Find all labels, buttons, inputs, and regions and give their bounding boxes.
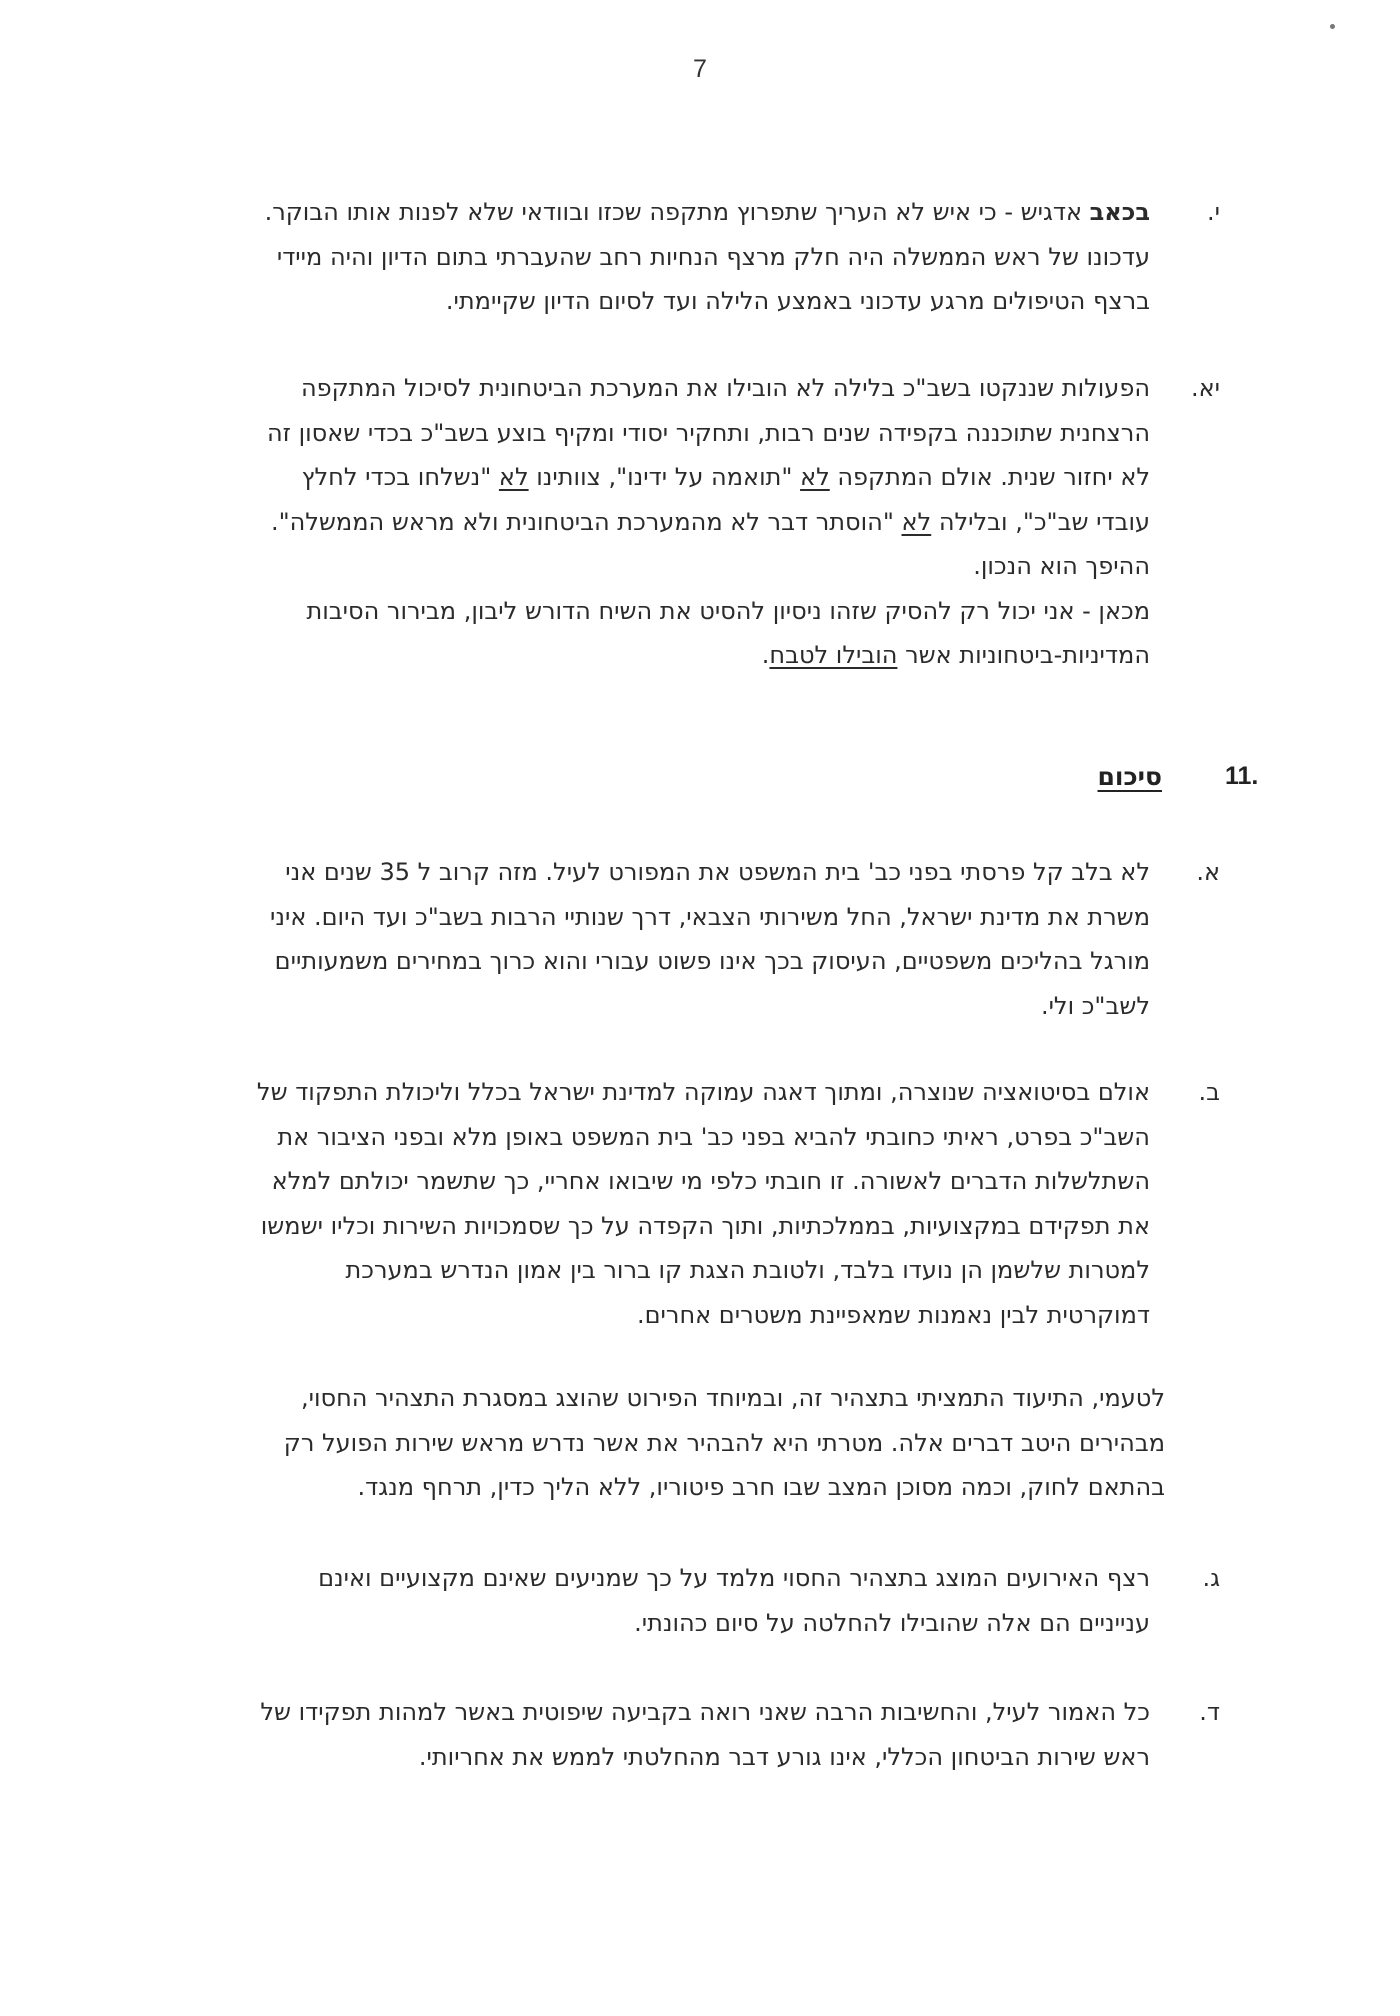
paragraph-line: מבהירים היטב דברים אלה. מטרתי היא להבהיר את אשר נדרש מראש שירות הפועל רק — [283, 1428, 1165, 1457]
clause-body — [267, 366, 1150, 678]
section-number: 11. — [1225, 762, 1259, 790]
clause-marker: ב. — [1198, 1078, 1220, 1106]
clause-line: השתלשלות הדברים לאשורה. זו חובתי כלפי מי שיבואו אחריי, כך שתשמר יכולתם למלא — [271, 1167, 1150, 1195]
clause-line: מכאן - אני יכול רק להסיק שזהו ניסיון להסיט את השיח הדורש ליבון, מבירור הסיבות — [306, 596, 1150, 625]
clause-line: דמוקרטית לבין נאמנות שמאפיינת משטרים אחרים. — [636, 1300, 1150, 1329]
underlined-word: לא — [800, 463, 830, 491]
clause-line: כל האמור לעיל, והחשיבות הרבה שאני רואה בקביעה שיפוטית באשר למהות תפקידו של — [260, 1698, 1150, 1726]
underlined-word: לא — [498, 463, 529, 491]
clause-line: הרצחנית שתוכננה בקפידה שנים רבות, ותחקיר יסודי ומקיף בוצע בשב"כ בכדי שאסון זה — [266, 418, 1150, 447]
clause-line: למטרות שלשמן הן נועדו בלבד, ולטובת הצגת קו ברור בין אמון הנדרש במערכת — [345, 1256, 1150, 1284]
clause-line: ברצף הטיפולים מרגע עדכוני באמצע הלילה ועד לסיום הדיון שקיימתי. — [445, 287, 1150, 315]
clause-line: אולם בסיטואציה שנוצרה, ומתוך דאגה עמוקה למדינת ישראל בכלל וליכולת התפקוד של — [256, 1078, 1150, 1106]
clause-body — [318, 1556, 1150, 1645]
clause-line: מורגל בהליכים משפטיים, העיסוק בכך אינו פשוט עבורי והוא כרוך במחירים משמעותיים — [274, 947, 1150, 975]
clause-body — [257, 1070, 1150, 1337]
clause-marker: י. — [1207, 198, 1220, 226]
clause-line: עדכונו של ראש הממשלה היה חלק מרצף הנחיות רחב שהעברתי בתום הדיון והיה מיידי — [276, 242, 1150, 271]
clause-line: לא בלב קל פרסתי בפני כב' בית המשפט את המפורט לעיל. מזה קרוב ל 35 שנים אני — [285, 858, 1150, 886]
clause-line: המדיניות-ביטחוניות אשר הובילו לטבח. — [761, 641, 1150, 669]
underlined-phrase: הובילו לטבח — [769, 641, 898, 669]
paragraph-line: לטעמי, התיעוד התמציתי בתצהיר זה, ובמיוחד הפירוט שהוצג במסגרת התצהיר החסוי, — [300, 1384, 1165, 1412]
clause-body — [260, 1690, 1150, 1779]
clause-body — [270, 850, 1150, 1028]
clause-line: רצף האירועים המוצג בתצהיר החסוי מלמד על כך שמניעים שאינם מקצועיים ואינם — [318, 1564, 1150, 1592]
clause-line: עובדי שב"כ", ובלילה לא "הוסתר דבר לא מהמערכת הביטחונית ולא מראש הממשלה". — [270, 507, 1150, 536]
paragraph-body — [284, 1376, 1165, 1510]
paragraph-line: בהתאם לחוק, וכמה מסוכן המצב שבו חרב פיטוריו, ללא הליך כדין, תרחף מנגד. — [357, 1473, 1165, 1501]
clause-body — [265, 190, 1150, 324]
clause-marker: ג. — [1202, 1564, 1220, 1592]
clause-line: ההיפך הוא הנכון. — [973, 552, 1150, 580]
clause-line: בכאב אדגיש - כי איש לא העריך שתפרוץ מתקפה שכזו ובוודאי שלא לפנות אותו הבוקר. — [264, 198, 1150, 226]
clause-line: משרת את מדינת ישראל, החל משירותי הצבאי, דרך שנותיי הרבות בשב"כ ועד היום. איני — [269, 902, 1150, 931]
clause-line: ראש שירות הביטחון הכללי, אינו גורע דבר מהחלטתי לממש את אחריותי. — [418, 1742, 1150, 1771]
scan-dot — [1330, 24, 1335, 29]
bold-word: בכאב — [1089, 198, 1150, 226]
clause-line: ענייניים הם אלה שהובילו להחלטה על סיום כהונתי. — [634, 1608, 1150, 1637]
clause-marker: יא. — [1190, 374, 1220, 402]
clause-line: השב"כ בפרט, ראיתי כחובתי להביא בפני כב' בית המשפט באופן מלא ובפני הציבור את — [277, 1122, 1150, 1151]
clause-marker: ד. — [1199, 1698, 1220, 1726]
clause-line: לא יחזור שנית. אולם המתקפה לא "תואמה על ידינו", צוותינו לא "נשלחו בכדי לחלץ — [301, 463, 1150, 491]
clause-marker: א. — [1196, 858, 1220, 886]
underlined-word: לא — [901, 507, 932, 536]
clause-line: לשב"כ ולי. — [1040, 991, 1150, 1020]
page-number: 7 — [693, 55, 707, 83]
section-title: סיכום — [1097, 762, 1162, 791]
clause-line: את תפקידם במקצועיות, בממלכתיות, ותוך הקפדה על כך שסמכויות השירות וכליו ישמשו — [260, 1211, 1150, 1240]
clause-line: הפעולות שננקטו בשב"כ בלילה לא הובילו את המערכת הביטחונית לסיכול המתקפה — [300, 374, 1150, 402]
